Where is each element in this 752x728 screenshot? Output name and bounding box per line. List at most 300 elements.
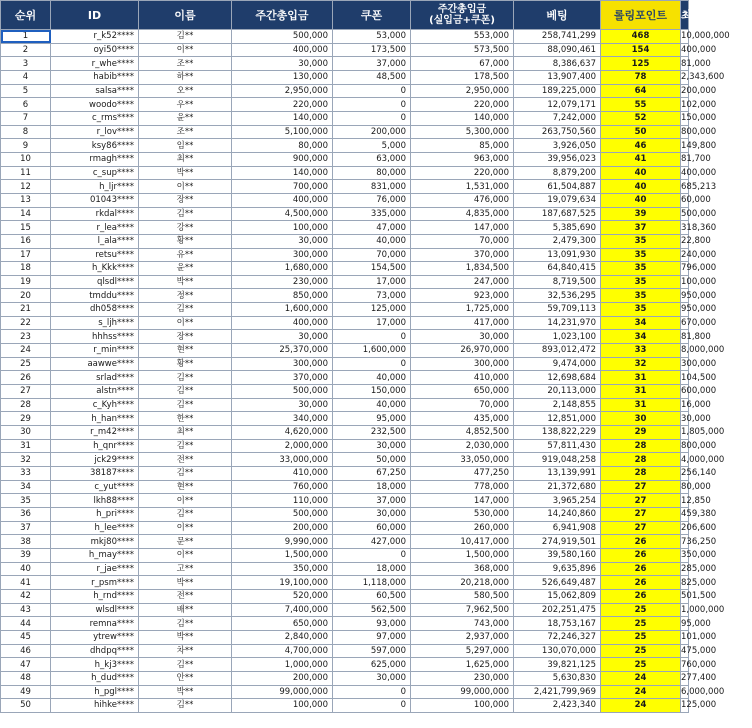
weekly-deposit-cell[interactable]: 30,000	[232, 398, 333, 412]
weekly-deposit-cell[interactable]: 4,700,000	[232, 644, 333, 658]
rank-cell[interactable]: 37	[1, 521, 51, 535]
rolling-point-cell[interactable]: 52	[601, 111, 681, 125]
rolling-point-cell[interactable]: 55	[601, 98, 681, 112]
name-cell[interactable]: 김**	[139, 439, 232, 453]
rolling-point-cell[interactable]: 25	[601, 603, 681, 617]
name-cell[interactable]: 이**	[139, 494, 232, 508]
max-win-cell[interactable]: 2,343,600	[681, 72, 725, 83]
weekly-total-cell[interactable]: 33,050,000	[411, 453, 514, 467]
rolling-point-cell[interactable]: 78	[601, 70, 681, 84]
rank-cell[interactable]: 42	[1, 589, 51, 603]
coupon-cell[interactable]: 80,000	[333, 166, 411, 180]
name-cell[interactable]: 문**	[139, 535, 232, 549]
max-win-cell[interactable]: 736,250	[681, 536, 717, 547]
rolling-point-cell[interactable]: 154	[601, 43, 681, 57]
rank-cell[interactable]: 43	[1, 603, 51, 617]
weekly-total-cell[interactable]: 178,500	[411, 70, 514, 84]
max-win-cell[interactable]: 200,000	[681, 85, 717, 96]
id-cell[interactable]: c_yut****	[51, 480, 139, 494]
name-cell[interactable]: 김**	[139, 398, 232, 412]
weekly-total-cell[interactable]: 67,000	[411, 57, 514, 71]
weekly-total-cell[interactable]: 5,297,000	[411, 644, 514, 658]
id-cell[interactable]: h_pgl****	[51, 685, 139, 699]
weekly-deposit-cell[interactable]: 1,600,000	[232, 303, 333, 317]
rank-cell[interactable]: 23	[1, 330, 51, 344]
weekly-deposit-cell[interactable]: 1,500,000	[232, 548, 333, 562]
id-cell[interactable]: r_lov****	[51, 125, 139, 139]
id-cell[interactable]: r_lea****	[51, 221, 139, 235]
rank-cell[interactable]: 6	[1, 98, 51, 112]
rolling-point-cell[interactable]: 31	[601, 398, 681, 412]
rank-cell[interactable]: 35	[1, 494, 51, 508]
id-cell[interactable]: alstn****	[51, 385, 139, 399]
rank-cell[interactable]: 49	[1, 685, 51, 699]
rolling-point-cell[interactable]: 26	[601, 535, 681, 549]
id-cell[interactable]: h_dud****	[51, 671, 139, 685]
name-cell[interactable]: 이**	[139, 548, 232, 562]
weekly-deposit-cell[interactable]: 4,620,000	[232, 426, 333, 440]
weekly-deposit-cell[interactable]: 370,000	[232, 371, 333, 385]
id-cell[interactable]: salsa****	[51, 84, 139, 98]
max-win-cell[interactable]: 685,213	[681, 181, 717, 192]
coupon-cell[interactable]: 0	[333, 699, 411, 713]
betting-cell[interactable]: 919,048,258	[514, 453, 601, 467]
rank-cell[interactable]: 39	[1, 548, 51, 562]
max-win-cell[interactable]: 500,000	[681, 208, 717, 219]
weekly-total-cell[interactable]: 70,000	[411, 234, 514, 248]
id-cell[interactable]: r_whe****	[51, 57, 139, 71]
name-cell[interactable]: 전**	[139, 453, 232, 467]
max-win-cell[interactable]: 760,000	[681, 659, 717, 670]
weekly-deposit-cell[interactable]: 99,000,000	[232, 685, 333, 699]
rolling-point-cell[interactable]: 24	[601, 685, 681, 699]
max-win-cell[interactable]: 400,000	[681, 167, 717, 178]
betting-cell[interactable]: 187,687,525	[514, 207, 601, 221]
name-cell[interactable]: 박**	[139, 576, 232, 590]
weekly-total-cell[interactable]: 220,000	[411, 98, 514, 112]
name-cell[interactable]: 황**	[139, 357, 232, 371]
betting-cell[interactable]: 72,246,327	[514, 630, 601, 644]
weekly-total-cell[interactable]: 573,500	[411, 43, 514, 57]
name-cell[interactable]: 최**	[139, 152, 232, 166]
coupon-cell[interactable]: 30,000	[333, 507, 411, 521]
id-cell[interactable]: rmagh****	[51, 152, 139, 166]
name-cell[interactable]: 김**	[139, 467, 232, 481]
betting-cell[interactable]: 893,012,472	[514, 344, 601, 358]
rolling-point-cell[interactable]: 25	[601, 617, 681, 631]
name-cell[interactable]: 장**	[139, 330, 232, 344]
coupon-cell[interactable]: 0	[333, 548, 411, 562]
id-cell[interactable]: hihke****	[51, 699, 139, 713]
weekly-total-cell[interactable]: 1,834,500	[411, 262, 514, 276]
betting-cell[interactable]: 3,965,254	[514, 494, 601, 508]
betting-cell[interactable]: 2,423,340	[514, 699, 601, 713]
betting-cell[interactable]: 12,698,684	[514, 371, 601, 385]
max-win-cell[interactable]: 501,500	[681, 591, 717, 602]
weekly-deposit-cell[interactable]: 2,840,000	[232, 630, 333, 644]
rolling-point-cell[interactable]: 34	[601, 316, 681, 330]
coupon-cell[interactable]: 200,000	[333, 125, 411, 139]
weekly-deposit-cell[interactable]: 230,000	[232, 275, 333, 289]
coupon-cell[interactable]: 73,000	[333, 289, 411, 303]
weekly-total-cell[interactable]: 2,950,000	[411, 84, 514, 98]
rank-cell[interactable]: 2	[1, 43, 51, 57]
rolling-point-cell[interactable]: 35	[601, 248, 681, 262]
weekly-deposit-cell[interactable]: 9,990,000	[232, 535, 333, 549]
id-cell[interactable]: aawwe****	[51, 357, 139, 371]
rank-cell[interactable]: 21	[1, 303, 51, 317]
weekly-total-cell[interactable]: 26,970,000	[411, 344, 514, 358]
weekly-total-cell[interactable]: 300,000	[411, 357, 514, 371]
max-win-cell[interactable]: 300,000	[681, 359, 717, 370]
max-win-cell[interactable]: 459,380	[681, 509, 717, 520]
weekly-deposit-cell[interactable]: 220,000	[232, 98, 333, 112]
weekly-deposit-cell[interactable]: 650,000	[232, 617, 333, 631]
weekly-deposit-cell[interactable]: 300,000	[232, 357, 333, 371]
name-cell[interactable]: 김**	[139, 303, 232, 317]
weekly-deposit-cell[interactable]: 1,000,000	[232, 658, 333, 672]
betting-cell[interactable]: 64,840,415	[514, 262, 601, 276]
weekly-deposit-cell[interactable]: 140,000	[232, 166, 333, 180]
max-win-cell[interactable]: 670,000	[681, 318, 717, 329]
betting-cell[interactable]: 189,225,000	[514, 84, 601, 98]
id-cell[interactable]: woodo****	[51, 98, 139, 112]
max-win-cell[interactable]: 318,360	[681, 222, 717, 233]
weekly-total-cell[interactable]: 2,030,000	[411, 439, 514, 453]
name-cell[interactable]: 박**	[139, 275, 232, 289]
weekly-total-cell[interactable]: 410,000	[411, 371, 514, 385]
coupon-cell[interactable]: 37,000	[333, 57, 411, 71]
rank-cell[interactable]: 36	[1, 507, 51, 521]
rolling-point-cell[interactable]: 40	[601, 193, 681, 207]
betting-cell[interactable]: 258,741,299	[514, 30, 601, 44]
name-cell[interactable]: 현**	[139, 480, 232, 494]
weekly-deposit-cell[interactable]: 400,000	[232, 316, 333, 330]
betting-cell[interactable]: 263,750,560	[514, 125, 601, 139]
rank-cell[interactable]: 38	[1, 535, 51, 549]
rolling-point-cell[interactable]: 35	[601, 234, 681, 248]
id-cell[interactable]: h_may****	[51, 548, 139, 562]
id-cell[interactable]: lkh88****	[51, 494, 139, 508]
weekly-total-cell[interactable]: 140,000	[411, 111, 514, 125]
betting-cell[interactable]: 32,536,295	[514, 289, 601, 303]
weekly-total-cell[interactable]: 1,725,000	[411, 303, 514, 317]
id-cell[interactable]: habib****	[51, 70, 139, 84]
max-win-cell[interactable]: 800,000	[681, 441, 717, 452]
rolling-point-cell[interactable]: 26	[601, 589, 681, 603]
name-cell[interactable]: 배**	[139, 603, 232, 617]
max-win-cell[interactable]: 104,500	[681, 372, 717, 383]
rolling-point-cell[interactable]: 35	[601, 262, 681, 276]
name-cell[interactable]: 윤**	[139, 262, 232, 276]
betting-cell[interactable]: 5,630,830	[514, 671, 601, 685]
max-win-cell[interactable]: 81,800	[681, 331, 711, 342]
coupon-cell[interactable]: 30,000	[333, 439, 411, 453]
weekly-total-cell[interactable]: 247,000	[411, 275, 514, 289]
name-cell[interactable]: 한**	[139, 412, 232, 426]
rank-cell[interactable]: 25	[1, 357, 51, 371]
id-cell[interactable]: c_sup****	[51, 166, 139, 180]
rolling-point-cell[interactable]: 27	[601, 521, 681, 535]
id-cell[interactable]: jck29****	[51, 453, 139, 467]
coupon-cell[interactable]: 427,000	[333, 535, 411, 549]
betting-cell[interactable]: 20,113,000	[514, 385, 601, 399]
id-cell[interactable]: h_lee****	[51, 521, 139, 535]
id-cell[interactable]: r_jae****	[51, 562, 139, 576]
betting-cell[interactable]: 39,956,023	[514, 152, 601, 166]
weekly-deposit-cell[interactable]: 33,000,000	[232, 453, 333, 467]
coupon-cell[interactable]: 60,000	[333, 521, 411, 535]
rank-cell[interactable]: 10	[1, 152, 51, 166]
max-win-cell[interactable]: 240,000	[681, 249, 717, 260]
id-cell[interactable]: dhdpq****	[51, 644, 139, 658]
rank-cell[interactable]: 50	[1, 699, 51, 713]
id-cell[interactable]: h_Kkk****	[51, 262, 139, 276]
max-win-cell[interactable]: 8,000,000	[681, 345, 725, 356]
coupon-cell[interactable]: 0	[333, 111, 411, 125]
coupon-cell[interactable]: 0	[333, 685, 411, 699]
id-cell[interactable]: h_rnd****	[51, 589, 139, 603]
rolling-point-cell[interactable]: 25	[601, 630, 681, 644]
name-cell[interactable]: 이**	[139, 180, 232, 194]
weekly-deposit-cell[interactable]: 2,000,000	[232, 439, 333, 453]
betting-cell[interactable]: 1,023,100	[514, 330, 601, 344]
rolling-point-cell[interactable]: 24	[601, 671, 681, 685]
betting-cell[interactable]: 138,822,229	[514, 426, 601, 440]
name-cell[interactable]: 이**	[139, 43, 232, 57]
name-cell[interactable]: 조**	[139, 57, 232, 71]
betting-cell[interactable]: 8,386,637	[514, 57, 601, 71]
rank-cell[interactable]: 47	[1, 658, 51, 672]
rank-cell[interactable]: 12	[1, 180, 51, 194]
rolling-point-cell[interactable]: 31	[601, 371, 681, 385]
rolling-point-cell[interactable]: 35	[601, 303, 681, 317]
id-cell[interactable]: remna****	[51, 617, 139, 631]
betting-cell[interactable]: 59,709,113	[514, 303, 601, 317]
max-win-cell[interactable]: 256,140	[681, 468, 717, 479]
name-cell[interactable]: 김**	[139, 658, 232, 672]
weekly-deposit-cell[interactable]: 200,000	[232, 521, 333, 535]
rolling-point-cell[interactable]: 25	[601, 658, 681, 672]
name-cell[interactable]: 최**	[139, 426, 232, 440]
name-cell[interactable]: 장**	[139, 193, 232, 207]
id-cell[interactable]: tmddu****	[51, 289, 139, 303]
rank-cell[interactable]: 22	[1, 316, 51, 330]
betting-cell[interactable]: 2,148,855	[514, 398, 601, 412]
coupon-cell[interactable]: 150,000	[333, 385, 411, 399]
rank-cell[interactable]: 29	[1, 412, 51, 426]
rank-cell[interactable]: 19	[1, 275, 51, 289]
header-id[interactable]: ID	[51, 1, 139, 30]
id-cell[interactable]: h_kj3****	[51, 658, 139, 672]
id-cell[interactable]: hhhss****	[51, 330, 139, 344]
weekly-deposit-cell[interactable]: 80,000	[232, 139, 333, 153]
rolling-point-cell[interactable]: 30	[601, 412, 681, 426]
name-cell[interactable]: 박**	[139, 166, 232, 180]
name-cell[interactable]: 현**	[139, 344, 232, 358]
name-cell[interactable]: 임**	[139, 139, 232, 153]
weekly-total-cell[interactable]: 580,500	[411, 589, 514, 603]
weekly-deposit-cell[interactable]: 900,000	[232, 152, 333, 166]
header-weekly-total[interactable]	[411, 1, 514, 30]
id-cell[interactable]: oyi50****	[51, 43, 139, 57]
betting-cell[interactable]: 2,421,799,969	[514, 685, 601, 699]
name-cell[interactable]: 고**	[139, 562, 232, 576]
weekly-deposit-cell[interactable]: 2,950,000	[232, 84, 333, 98]
coupon-cell[interactable]: 173,500	[333, 43, 411, 57]
rank-cell[interactable]: 17	[1, 248, 51, 262]
weekly-deposit-cell[interactable]: 500,000	[232, 507, 333, 521]
coupon-cell[interactable]: 17,000	[333, 316, 411, 330]
coupon-cell[interactable]: 60,500	[333, 589, 411, 603]
coupon-cell[interactable]: 562,500	[333, 603, 411, 617]
name-cell[interactable]: 오**	[139, 84, 232, 98]
weekly-deposit-cell[interactable]: 340,000	[232, 412, 333, 426]
max-win-cell[interactable]: 796,000	[681, 263, 717, 274]
rank-cell[interactable]: 32	[1, 453, 51, 467]
weekly-total-cell[interactable]: 2,937,000	[411, 630, 514, 644]
max-win-cell[interactable]: 600,000	[681, 386, 717, 397]
header-betting[interactable]: 베팅	[514, 1, 601, 30]
coupon-cell[interactable]: 18,000	[333, 562, 411, 576]
rolling-point-cell[interactable]: 34	[601, 330, 681, 344]
rank-cell[interactable]: 44	[1, 617, 51, 631]
weekly-total-cell[interactable]: 260,000	[411, 521, 514, 535]
name-cell[interactable]: 김**	[139, 617, 232, 631]
rolling-point-cell[interactable]: 64	[601, 84, 681, 98]
id-cell[interactable]: dh058****	[51, 303, 139, 317]
rolling-point-cell[interactable]: 28	[601, 453, 681, 467]
rolling-point-cell[interactable]: 29	[601, 426, 681, 440]
betting-cell[interactable]: 274,919,501	[514, 535, 601, 549]
weekly-total-cell[interactable]: 5,300,000	[411, 125, 514, 139]
id-cell[interactable]: wlsdl****	[51, 603, 139, 617]
id-cell[interactable]: r_psm****	[51, 576, 139, 590]
header-rank[interactable]: 순위	[1, 1, 51, 30]
max-win-cell[interactable]: 95,000	[681, 618, 711, 629]
rank-cell[interactable]: 28	[1, 398, 51, 412]
weekly-deposit-cell[interactable]: 850,000	[232, 289, 333, 303]
rank-cell[interactable]: 7	[1, 111, 51, 125]
rank-cell[interactable]: 4	[1, 70, 51, 84]
coupon-cell[interactable]: 5,000	[333, 139, 411, 153]
weekly-total-cell[interactable]: 220,000	[411, 166, 514, 180]
rolling-point-cell[interactable]: 40	[601, 180, 681, 194]
betting-cell[interactable]: 15,062,809	[514, 589, 601, 603]
coupon-cell[interactable]: 0	[333, 357, 411, 371]
weekly-total-cell[interactable]: 368,000	[411, 562, 514, 576]
max-win-cell[interactable]: 125,000	[681, 700, 717, 711]
weekly-deposit-cell[interactable]: 350,000	[232, 562, 333, 576]
max-win-cell[interactable]: 4,000,000	[681, 454, 725, 465]
rolling-point-cell[interactable]: 35	[601, 289, 681, 303]
weekly-total-cell[interactable]: 4,835,000	[411, 207, 514, 221]
rolling-point-cell[interactable]: 26	[601, 548, 681, 562]
rank-cell[interactable]: 8	[1, 125, 51, 139]
max-win-cell[interactable]: 400,000	[681, 44, 717, 55]
betting-cell[interactable]: 3,926,050	[514, 139, 601, 153]
weekly-deposit-cell[interactable]: 500,000	[232, 30, 333, 44]
coupon-cell[interactable]: 0	[333, 330, 411, 344]
rank-cell[interactable]: 1	[1, 30, 51, 44]
weekly-deposit-cell[interactable]: 19,100,000	[232, 576, 333, 590]
coupon-cell[interactable]: 97,000	[333, 630, 411, 644]
name-cell[interactable]: 우**	[139, 98, 232, 112]
max-win-cell[interactable]: 102,000	[681, 99, 717, 110]
betting-cell[interactable]: 2,479,300	[514, 234, 601, 248]
coupon-cell[interactable]: 1,600,000	[333, 344, 411, 358]
weekly-deposit-cell[interactable]: 30,000	[232, 234, 333, 248]
rolling-point-cell[interactable]: 26	[601, 576, 681, 590]
betting-cell[interactable]: 9,635,896	[514, 562, 601, 576]
rolling-point-cell[interactable]: 37	[601, 221, 681, 235]
coupon-cell[interactable]: 48,500	[333, 70, 411, 84]
max-win-cell[interactable]: 81,700	[681, 154, 711, 165]
rolling-point-cell[interactable]: 468	[601, 30, 681, 44]
betting-cell[interactable]: 8,719,500	[514, 275, 601, 289]
weekly-total-cell[interactable]: 99,000,000	[411, 685, 514, 699]
betting-cell[interactable]: 12,851,000	[514, 412, 601, 426]
header-rolling-point[interactable]: 롤링포인트	[601, 1, 681, 30]
header-max-win[interactable]: 최대 획득 금액	[681, 1, 689, 30]
max-win-cell[interactable]: 16,000	[681, 400, 711, 411]
rolling-point-cell[interactable]: 46	[601, 139, 681, 153]
betting-cell[interactable]: 526,649,487	[514, 576, 601, 590]
weekly-total-cell[interactable]: 476,000	[411, 193, 514, 207]
name-cell[interactable]: 하**	[139, 70, 232, 84]
max-win-cell[interactable]: 150,000	[681, 113, 717, 124]
rank-cell[interactable]: 20	[1, 289, 51, 303]
rank-cell[interactable]: 9	[1, 139, 51, 153]
id-cell[interactable]: c_Kyh****	[51, 398, 139, 412]
weekly-deposit-cell[interactable]: 300,000	[232, 248, 333, 262]
rolling-point-cell[interactable]: 28	[601, 467, 681, 481]
id-cell[interactable]: 38187****	[51, 467, 139, 481]
coupon-cell[interactable]: 154,500	[333, 262, 411, 276]
coupon-cell[interactable]: 232,500	[333, 426, 411, 440]
weekly-deposit-cell[interactable]: 700,000	[232, 180, 333, 194]
name-cell[interactable]: 박**	[139, 685, 232, 699]
rolling-point-cell[interactable]: 24	[601, 699, 681, 713]
max-win-cell[interactable]: 206,600	[681, 522, 717, 533]
max-win-cell[interactable]: 1,000,000	[681, 604, 725, 615]
betting-cell[interactable]: 61,504,887	[514, 180, 601, 194]
weekly-total-cell[interactable]: 743,000	[411, 617, 514, 631]
max-win-cell[interactable]: 30,000	[681, 413, 711, 424]
max-win-cell[interactable]: 149,800	[681, 140, 717, 151]
id-cell[interactable]: s_ljh****	[51, 316, 139, 330]
weekly-total-cell[interactable]: 20,218,000	[411, 576, 514, 590]
id-cell[interactable]: ksy86****	[51, 139, 139, 153]
weekly-total-cell[interactable]: 4,852,500	[411, 426, 514, 440]
weekly-total-cell[interactable]: 530,000	[411, 507, 514, 521]
rank-cell[interactable]: 13	[1, 193, 51, 207]
weekly-total-cell[interactable]: 30,000	[411, 330, 514, 344]
betting-cell[interactable]: 8,879,200	[514, 166, 601, 180]
coupon-cell[interactable]: 0	[333, 98, 411, 112]
weekly-deposit-cell[interactable]: 410,000	[232, 467, 333, 481]
max-win-cell[interactable]: 101,000	[681, 632, 717, 643]
rolling-point-cell[interactable]: 125	[601, 57, 681, 71]
weekly-deposit-cell[interactable]: 400,000	[232, 43, 333, 57]
weekly-total-cell[interactable]: 778,000	[411, 480, 514, 494]
betting-cell[interactable]: 18,753,167	[514, 617, 601, 631]
betting-cell[interactable]: 6,941,908	[514, 521, 601, 535]
max-win-cell[interactable]: 12,850	[681, 495, 711, 506]
name-cell[interactable]: 박**	[139, 630, 232, 644]
id-cell[interactable]: 01043****	[51, 193, 139, 207]
weekly-total-cell[interactable]: 553,000	[411, 30, 514, 44]
